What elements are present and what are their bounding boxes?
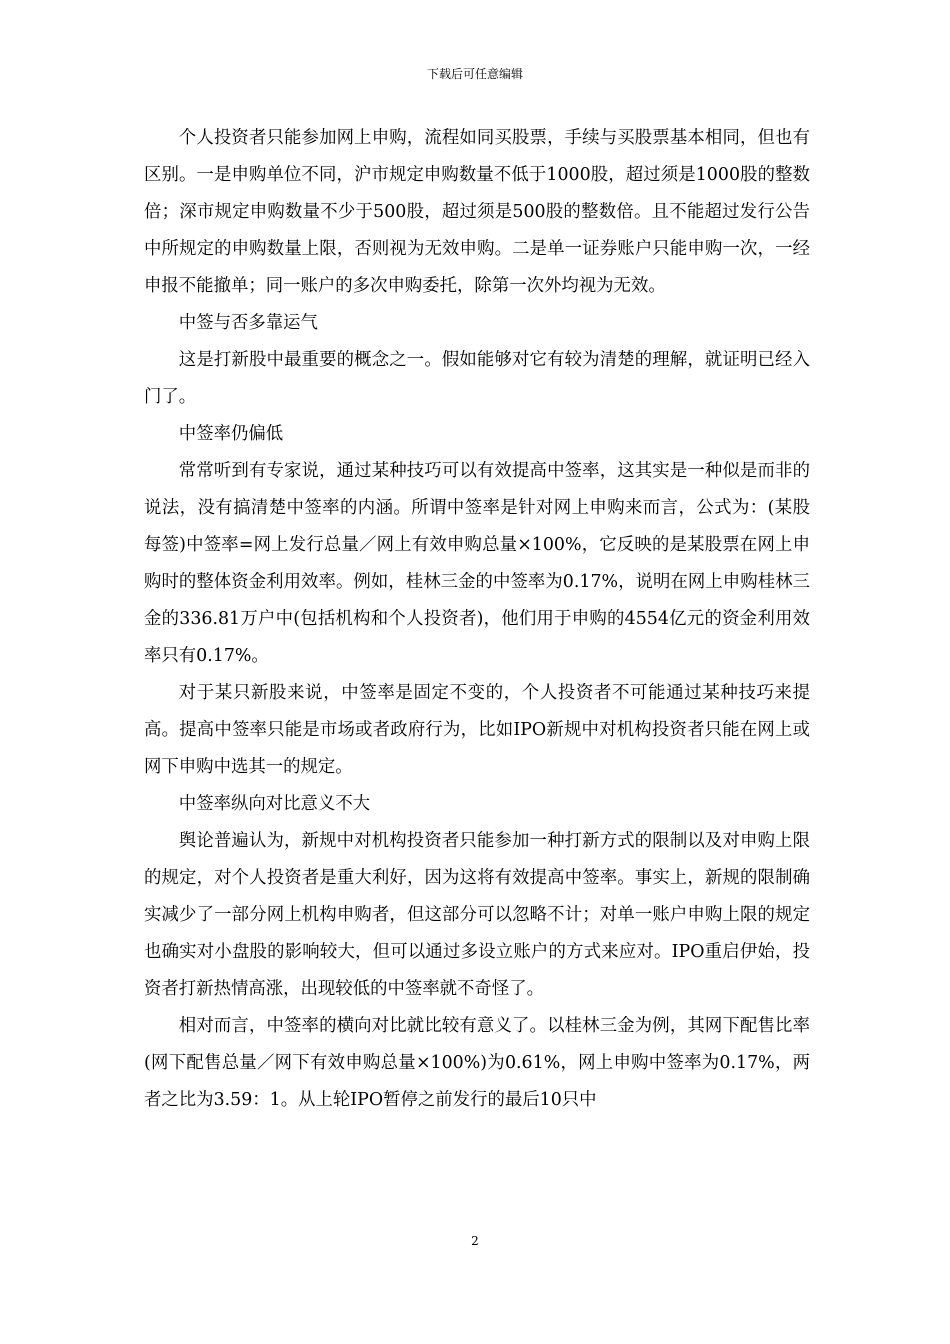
paragraph-rate-fixed: 对于某只新股来说，中签率是固定不变的，个人投资者不可能通过某种技巧来提高。提高中签率只能是市场或者政府行为，比如IPO新规中对机构投资者只能在网上或网下申购中选其一的规定。	[144, 683, 810, 777]
paragraph-horizontal-comparison: 相对而言，中签率的横向对比就比较有意义了。以桂林三金为例，其网下配售比率(网下配售总量／网下有效申购总量×100%)为0.61%，网上申购中签率为0.17%，两者之比为3.59：1。从上轮IPO暂停之前发行的最后10只中	[144, 1016, 810, 1110]
section-heading-luck: 中签与否多靠运气	[178, 313, 318, 333]
paragraph-public-opinion: 舆论普遍认为，新规中对机构投资者只能参加一种打新方式的限制以及对申购上限的规定，对个人投资者是重大利好，因为这将有效提高中签率。事实上，新规的限制确实减少了一部分网上机构申购者，但这部分可以忽略不计；对单一账户申购上限的规定也确实对小盘股的影响较大，但可以通过多设立账户的方式来应对。IPO重启伊始，投资者打新热情高涨，出现较低的中签率就不奇怪了。	[144, 831, 810, 999]
section-heading-low-rate: 中签率仍偏低	[178, 424, 284, 444]
section-heading-vertical-comparison: 中签率纵向对比意义不大	[178, 794, 371, 814]
paragraph-rate-definition: 常常听到有专家说，通过某种技巧可以有效提高中签率，这其实是一种似是而非的说法，没有搞清楚中签率的内涵。所谓中签率是针对网上申购来而言，公式为：(某股每签)中签率=网上发行总量／网上有效申购总量×100%，它反映的是某股票在网上申购时的整体资金利用效率。例如，桂林三金的中签率为0.17%，说明在网上申购桂林三金的336.81万户中(包括机构和个人投资者)，他们用于申购的4554亿元的资金利用效率只有0.17%。	[144, 461, 810, 666]
page-number: 2	[471, 1234, 479, 1248]
paragraph-key-concept: 这是打新股中最重要的概念之一。假如能够对它有较为清楚的理解，就证明已经入门了。	[144, 350, 810, 407]
document-body	[144, 120, 810, 1119]
page-header: 下载后可任意编辑	[426, 67, 523, 81]
paragraph-subscription-rules: 个人投资者只能参加网上申购，流程如同买股票，手续与买股票基本相同，但也有区别。一是申购单位不同，沪市规定申购数量不低于1000股，超过须是1000股的整数倍；深市规定申购数量不少于500股，超过须是500股的整数倍。且不能超过发行公告中所规定的申购数量上限，否则视为无效申购。二是单一证券账户只能申购一次，一经申报不能撤单；同一账户的多次申购委托，除第一次外均视为无效。	[144, 128, 810, 296]
